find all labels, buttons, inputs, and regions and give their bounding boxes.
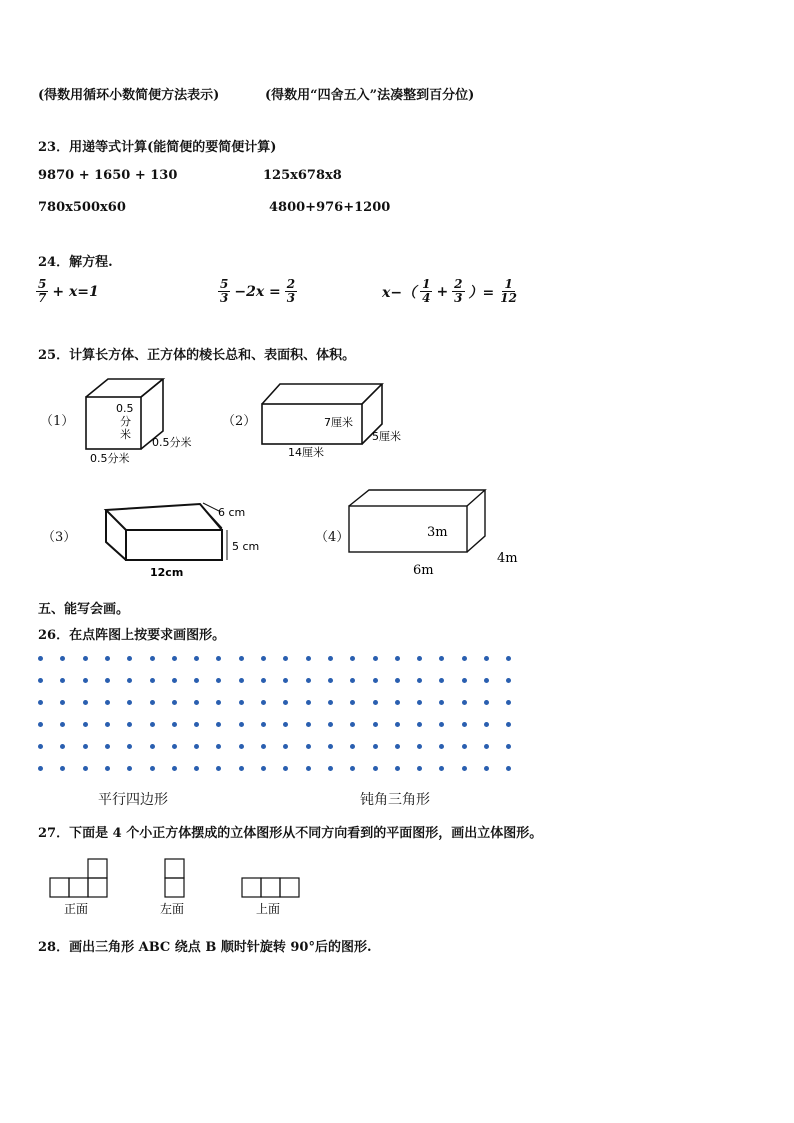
grid-dot[interactable] (306, 722, 311, 727)
grid-dot[interactable] (328, 766, 333, 771)
grid-dot[interactable] (283, 656, 288, 661)
grid-dot[interactable] (194, 656, 199, 661)
fraction: $\frac{2}{3}$ (286, 277, 296, 305)
cuboid4-width-label: 6m (413, 563, 434, 578)
grid-dot[interactable] (439, 700, 444, 705)
grid-dot[interactable] (105, 722, 110, 727)
cube-depth-label: 0.5分米 (152, 436, 192, 449)
grid-dot[interactable] (462, 700, 467, 705)
grid-dot[interactable] (328, 700, 333, 705)
equation-2: $\frac{5}{3}$ −2x = $\frac{2}{3}$ (220, 277, 296, 305)
grid-dot[interactable] (395, 656, 400, 661)
section-5-title: 五、能写会画。 (38, 602, 130, 617)
cube-height-label-2: 分 (120, 415, 131, 428)
grid-dot[interactable] (172, 766, 177, 771)
parallelogram-label: 平行四边形 (98, 792, 168, 808)
grid-dot[interactable] (38, 744, 43, 749)
grid-dot[interactable] (395, 700, 400, 705)
grid-dot[interactable] (105, 700, 110, 705)
cuboid4-height-label: 3m (427, 525, 448, 540)
note-recurring-decimal: (得数用循环小数简便方法表示) (38, 88, 220, 103)
q23-title: 23．用递等式计算(能简便的要简便计算) (38, 140, 277, 155)
q23-item-4: 4800+976+1200 (269, 200, 391, 215)
grid-dot[interactable] (283, 700, 288, 705)
cuboid-figure-2 (256, 378, 416, 458)
grid-dot[interactable] (484, 678, 489, 683)
grid-dot[interactable] (60, 656, 65, 661)
grid-dot[interactable] (350, 656, 355, 661)
grid-dot[interactable] (216, 744, 221, 749)
cuboid3-width-label: 12cm (150, 566, 184, 579)
grid-dot[interactable] (283, 766, 288, 771)
grid-dot[interactable] (484, 656, 489, 661)
grid-dot[interactable] (38, 656, 43, 661)
grid-dot[interactable] (150, 766, 155, 771)
grid-dot[interactable] (194, 744, 199, 749)
grid-dot[interactable] (150, 700, 155, 705)
grid-dot[interactable] (306, 744, 311, 749)
obtuse-triangle-label: 钝角三角形 (360, 792, 430, 808)
grid-dot[interactable] (373, 656, 378, 661)
grid-dot[interactable] (194, 766, 199, 771)
fraction: $\frac{1}{4}$ (422, 277, 431, 305)
front-view-label: 正面 (64, 902, 89, 916)
grid-dot[interactable] (239, 766, 244, 771)
grid-dot[interactable] (261, 744, 266, 749)
fig1-label: （1） (40, 414, 75, 429)
equation-1: $\frac{5}{7}$ + x=1 (38, 277, 99, 305)
grid-dot[interactable] (373, 744, 378, 749)
grid-dot[interactable] (83, 700, 88, 705)
grid-dot[interactable] (283, 678, 288, 683)
fraction: $\frac{5}{7}$ (38, 277, 47, 305)
grid-dot[interactable] (328, 722, 333, 727)
top-view-label: 上面 (256, 902, 281, 916)
grid-dot[interactable] (150, 744, 155, 749)
grid-dot[interactable] (239, 678, 244, 683)
grid-dot[interactable] (373, 700, 378, 705)
grid-dot[interactable] (439, 766, 444, 771)
grid-dot[interactable] (462, 656, 467, 661)
top-view-grid (242, 878, 299, 897)
grid-dot[interactable] (83, 656, 88, 661)
grid-dot[interactable] (127, 656, 132, 661)
grid-dot[interactable] (216, 700, 221, 705)
front-view-grid (50, 859, 107, 897)
grid-dot[interactable] (239, 656, 244, 661)
grid-dot[interactable] (239, 722, 244, 727)
fig2-label: （2） (222, 414, 257, 429)
grid-dot[interactable] (283, 744, 288, 749)
grid-dot[interactable] (283, 722, 288, 727)
grid-dot[interactable] (38, 700, 43, 705)
grid-dot[interactable] (261, 656, 266, 661)
grid-dot[interactable] (261, 700, 266, 705)
grid-dot[interactable] (127, 744, 132, 749)
grid-dot[interactable] (484, 722, 489, 727)
grid-dot[interactable] (83, 766, 88, 771)
grid-dot[interactable] (506, 766, 511, 771)
q23-item-2: 125x678x8 (263, 168, 342, 183)
q26-title: 26．在点阵图上按要求画图形。 (38, 628, 226, 643)
fig4-label: （4） (315, 530, 350, 545)
grid-dot[interactable] (194, 678, 199, 683)
grid-dot[interactable] (350, 766, 355, 771)
grid-dot[interactable] (350, 722, 355, 727)
grid-dot[interactable] (439, 656, 444, 661)
cuboid-figure-4 (345, 486, 535, 582)
grid-dot[interactable] (239, 700, 244, 705)
fig3-label: （3） (42, 530, 77, 545)
grid-dot[interactable] (506, 744, 511, 749)
grid-dot[interactable] (439, 678, 444, 683)
grid-dot[interactable] (373, 678, 378, 683)
grid-dot[interactable] (417, 678, 422, 683)
left-view-grid (165, 859, 184, 897)
grid-dot[interactable] (172, 678, 177, 683)
grid-dot[interactable] (439, 744, 444, 749)
grid-dot[interactable] (306, 678, 311, 683)
grid-dot[interactable] (484, 700, 489, 705)
grid-dot[interactable] (194, 722, 199, 727)
grid-dot[interactable] (328, 656, 333, 661)
grid-dot[interactable] (83, 678, 88, 683)
grid-dot[interactable] (484, 766, 489, 771)
grid-dot[interactable] (60, 744, 65, 749)
fraction: $\frac{2}{3}$ (454, 277, 463, 305)
cube-height-label-1: 0.5 (116, 402, 134, 415)
grid-dot[interactable] (462, 744, 467, 749)
three-views (46, 858, 316, 920)
grid-dot[interactable] (328, 744, 333, 749)
grid-dot[interactable] (60, 766, 65, 771)
grid-dot[interactable] (216, 766, 221, 771)
grid-dot[interactable] (150, 678, 155, 683)
grid-dot[interactable] (395, 744, 400, 749)
grid-dot[interactable] (462, 766, 467, 771)
grid-dot[interactable] (150, 656, 155, 661)
cube-width-label: 0.5分米 (90, 452, 130, 465)
grid-dot[interactable] (150, 722, 155, 727)
grid-dot[interactable] (373, 766, 378, 771)
cube-height-label-3: 米 (120, 428, 131, 441)
grid-dot[interactable] (417, 722, 422, 727)
grid-dot[interactable] (105, 744, 110, 749)
grid-dot[interactable] (506, 700, 511, 705)
grid-dot[interactable] (127, 700, 132, 705)
grid-dot[interactable] (83, 744, 88, 749)
grid-dot[interactable] (172, 744, 177, 749)
cuboid3-height-label: 5 cm (232, 540, 260, 553)
grid-dot[interactable] (395, 722, 400, 727)
q25-title: 25．计算长方体、正方体的棱长总和、表面积、体积。 (38, 348, 356, 363)
cuboid-figure-3 (100, 498, 270, 580)
q23-item-3: 780x500x60 (38, 200, 126, 215)
grid-dot[interactable] (373, 722, 378, 727)
grid-dot[interactable] (60, 700, 65, 705)
grid-dot[interactable] (306, 656, 311, 661)
grid-dot[interactable] (172, 722, 177, 727)
grid-dot[interactable] (506, 722, 511, 727)
grid-dot[interactable] (306, 700, 311, 705)
grid-dot[interactable] (350, 744, 355, 749)
grid-dot[interactable] (261, 722, 266, 727)
grid-dot[interactable] (172, 700, 177, 705)
fraction: $\frac{1}{12}$ (500, 277, 517, 305)
grid-dot[interactable] (395, 766, 400, 771)
grid-dot[interactable] (127, 678, 132, 683)
equation-3: x−（ $\frac{1}{4}$ + $\frac{2}{3}$ ）= $\frac{1}{12}$ (382, 277, 517, 305)
cuboid2-height-label: 7厘米 (324, 416, 353, 429)
grid-dot[interactable] (216, 722, 221, 727)
left-view-label: 左面 (160, 902, 185, 916)
grid-dot[interactable] (439, 722, 444, 727)
grid-dot[interactable] (484, 744, 489, 749)
grid-dot[interactable] (261, 678, 266, 683)
cube-figure (80, 376, 210, 468)
grid-dot[interactable] (328, 678, 333, 683)
grid-dot[interactable] (216, 656, 221, 661)
grid-dot[interactable] (350, 678, 355, 683)
grid-dot[interactable] (60, 722, 65, 727)
q23-item-1: 9870 + 1650 + 130 (38, 168, 178, 183)
grid-dot[interactable] (506, 656, 511, 661)
grid-dot[interactable] (194, 700, 199, 705)
grid-dot[interactable] (506, 678, 511, 683)
grid-dot[interactable] (417, 744, 422, 749)
grid-dot[interactable] (38, 766, 43, 771)
q27-title: 27．下面是 4 个小正方体摆成的立体图形从不同方向看到的平面图形，画出立体图形。 (38, 826, 543, 841)
grid-dot[interactable] (105, 656, 110, 661)
cuboid2-depth-label: 5厘米 (372, 430, 401, 443)
grid-dot[interactable] (127, 722, 132, 727)
q28-title: 28．画出三角形 ABC 绕点 B 顺时针旋转 90°后的图形. (38, 940, 372, 955)
grid-dot[interactable] (83, 722, 88, 727)
q24-title: 24．解方程. (38, 255, 113, 270)
grid-dot[interactable] (395, 678, 400, 683)
cuboid3-depth-label: 6 cm (218, 506, 246, 519)
cuboid2-width-label: 14厘米 (288, 446, 324, 458)
grid-dot[interactable] (306, 766, 311, 771)
grid-dot[interactable] (261, 766, 266, 771)
grid-dot[interactable] (38, 722, 43, 727)
grid-dot[interactable] (216, 678, 221, 683)
grid-dot[interactable] (105, 766, 110, 771)
grid-dot[interactable] (127, 766, 132, 771)
grid-dot[interactable] (172, 656, 177, 661)
note-rounding: (得数用“四舍五入”法凑整到百分位) (265, 88, 475, 103)
cuboid4-depth-label: 4m (497, 551, 518, 566)
grid-dot[interactable] (239, 744, 244, 749)
grid-dot[interactable] (417, 766, 422, 771)
grid-dot[interactable] (417, 700, 422, 705)
grid-dot[interactable] (462, 722, 467, 727)
grid-dot[interactable] (38, 678, 43, 683)
grid-dot[interactable] (350, 700, 355, 705)
grid-dot[interactable] (417, 656, 422, 661)
grid-dot[interactable] (105, 678, 110, 683)
fraction: $\frac{5}{3}$ (220, 277, 229, 305)
grid-dot[interactable] (462, 678, 467, 683)
grid-dot[interactable] (60, 678, 65, 683)
